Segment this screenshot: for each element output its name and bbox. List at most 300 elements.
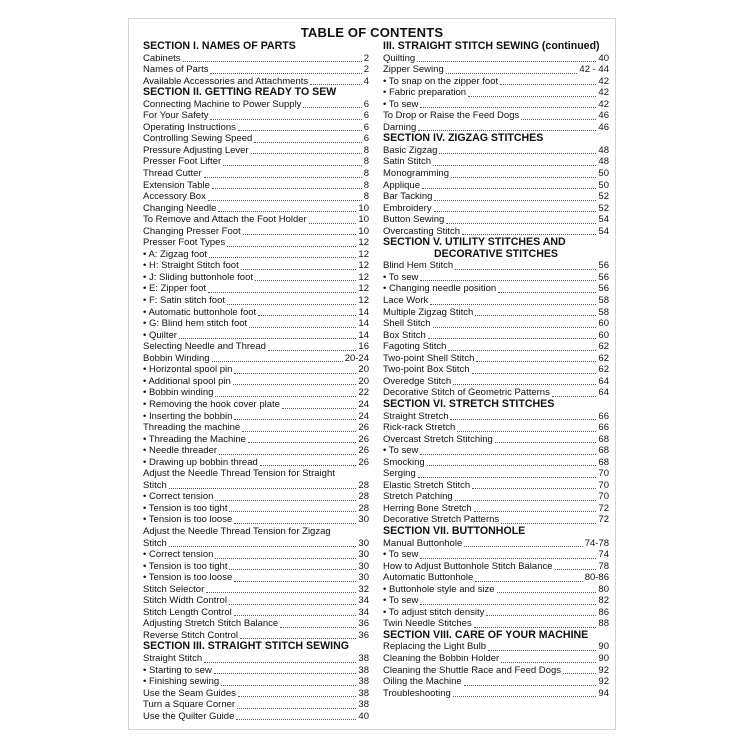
toc-entry [143,422,369,434]
toc-page-number: 26 [358,456,369,468]
toc-entry [143,145,369,157]
dot-leader [280,620,356,628]
toc-entry [143,283,369,295]
dot-leader [464,539,582,547]
toc-page [128,18,616,730]
toc-page-number: 62 [598,352,609,364]
toc-entry-label: Cleaning the Bobbin Holder [383,652,500,664]
toc-page-number: 6 [363,133,369,145]
toc-entry-label: • To sew [383,445,419,457]
toc-entry-label: • To sew [383,549,419,561]
toc-page-number: 8 [363,168,369,180]
toc-entry-label: Two-point Box Stitch [383,364,470,376]
toc-entry-label: Darning [383,121,417,133]
toc-page-number: 28 [358,491,369,503]
dot-leader [169,539,357,547]
toc-entry [143,295,369,307]
dot-leader [234,574,356,582]
dot-leader [227,239,356,247]
toc-page-number: 56 [598,260,609,272]
toc-page-number: 60 [598,329,609,341]
dot-leader [521,112,596,120]
page-title: TABLE OF CONTENTS [300,25,444,40]
toc-entry [143,699,369,711]
toc-page-number: 64 [598,387,609,399]
toc-entry-label: • Threading the Machine [143,433,246,445]
toc-entry [143,318,369,330]
toc-page-number: 78 [598,560,609,572]
dot-leader [254,135,361,143]
dot-leader [472,366,597,374]
toc-entry [143,133,369,145]
toc-page-number: 38 [358,676,369,688]
toc-entry-label: Operating Instructions [143,121,236,133]
toc-entry-label: Accessory Box [143,191,206,203]
dot-leader [420,447,596,455]
section-heading: SECTION VIII. CARE OF YOUR MACHINE [383,628,589,641]
toc-entry-label: • Removing the hook cover plate [143,398,280,410]
dot-leader [282,401,356,409]
toc-entry-label: Twin Needle Stitches [383,618,472,630]
dot-leader [420,597,596,605]
toc-entry [383,376,609,388]
dot-leader [206,585,356,593]
toc-entry [143,607,369,619]
toc-entry-label: To Drop or Raise the Feed Dogs [383,110,520,122]
toc-entry-label: Fagoting Stitch [383,341,447,353]
toc-entry [383,688,609,700]
toc-page-number: 56 [598,283,609,295]
toc-entry-label: • Bobbin winding [143,387,214,399]
dot-leader [500,77,596,85]
dot-leader [468,89,596,97]
toc-page-number: 50 [598,179,609,191]
toc-entry [143,249,369,261]
dot-leader [215,389,356,397]
dot-leader [240,631,356,639]
toc-page-number: 90 [598,641,609,653]
dot-leader [212,181,362,189]
dot-leader [430,297,596,305]
toc-entry-label: Overcasting Stitch [383,225,461,237]
toc-entry-label: Names of Parts [143,64,209,76]
dot-leader [446,216,596,224]
toc-page-number: 40 [358,710,369,722]
toc-entry [143,353,369,365]
dot-leader [237,701,356,709]
toc-page-number: 62 [598,364,609,376]
toc-page-number: 86 [598,606,609,618]
toc-page-number: 12 [358,248,369,260]
dot-leader [450,412,596,420]
toc-entry [383,607,609,619]
toc-page-number: 12 [358,295,369,307]
toc-entry-label: • H: Straight Stitch foot [143,260,239,272]
toc-entry-label: Elastic Stretch Stitch [383,479,471,491]
toc-entry [143,168,369,180]
dot-leader [552,389,597,397]
toc-page-number: 42 [598,98,609,110]
toc-entry [143,307,369,319]
toc-page-number: 16 [358,341,369,353]
toc-entry-label: Overcast Stretch Stitching [383,433,493,445]
toc-page-number: 30 [358,549,369,561]
toc-page-number: 10 [358,202,369,214]
toc-entry-label: • E: Zipper foot [143,283,206,295]
toc-entry [383,203,609,215]
dot-leader [475,308,596,316]
toc-page-number: 6 [363,98,369,110]
toc-entry [383,480,609,492]
dot-leader [457,424,596,432]
toc-entry-label: Troubleshooting [383,687,451,699]
toc-entry [143,203,369,215]
toc-entry [143,538,369,550]
toc-entry-label: • Needle threader [143,445,218,457]
dot-leader [212,354,343,362]
toc-entry-label: Lace Work [383,295,429,307]
toc-entry [383,595,609,607]
dot-leader [214,666,357,674]
dot-leader [221,678,356,686]
toc-entry-label: Blind Hem Stitch [383,260,454,272]
dot-leader [208,193,362,201]
dot-leader [433,320,597,328]
dot-leader [229,597,356,605]
toc-entry [143,618,369,630]
toc-entry [143,503,369,515]
toc-entry-label: Selecting Needle and Thread [143,341,266,353]
dot-leader [268,343,357,351]
toc-entry [383,76,609,88]
toc-entry-label: Use the Seam Guides [143,687,236,699]
toc-entry-continued: Adjust the Needle Thread Tension for Zigzag [143,525,331,537]
toc-entry [383,87,609,99]
toc-page-number: 66 [598,422,609,434]
section-heading: III. STRAIGHT STITCH SEWING (continued) [383,40,600,52]
toc-page-number: 24 [358,410,369,422]
dot-leader [236,712,356,720]
toc-page-number: 56 [598,271,609,283]
right-column [383,41,609,699]
toc-entry [143,191,369,203]
toc-page-number: 72 [598,514,609,526]
toc-entry-label: • To snap on the zipper foot [383,75,499,87]
dot-leader [251,146,362,154]
toc-entry [143,226,369,238]
dot-leader [464,678,597,686]
toc-page-number: 88 [598,618,609,630]
toc-entry [383,110,609,122]
toc-entry [383,561,609,573]
dot-leader [169,481,357,489]
toc-entry-label: • To adjust stitch density [383,606,485,618]
toc-page-number: 30 [358,514,369,526]
toc-entry [143,434,369,446]
toc-page-number: 48 [598,156,609,168]
toc-entry-label: Manual Buttonhole [383,537,463,549]
dot-leader [229,504,356,512]
toc-entry [143,99,369,111]
toc-entry-label: • To sew [383,595,419,607]
dot-leader [420,273,596,281]
toc-entry-label: • To sew [383,98,419,110]
dot-leader [227,297,356,305]
dot-leader [234,516,356,524]
toc-entry-label: Stretch Patching [383,491,453,503]
toc-entry [143,156,369,168]
toc-entry-label: Box Stitch [383,329,426,341]
toc-entry-label: Thread Cutter [143,168,202,180]
toc-page-number: 20 [358,364,369,376]
toc-page-number: 14 [358,306,369,318]
toc-entry-label: Automatic Buttonhole [383,572,474,584]
toc-entry [143,180,369,192]
left-column [143,41,369,722]
toc-entry-label: • Inserting the bobbin [143,410,233,422]
toc-entry [143,110,369,122]
toc-page-number: 64 [598,375,609,387]
toc-entry-label: Controlling Sewing Speed [143,133,253,145]
toc-page-number: 94 [598,687,609,699]
toc-page-number: 72 [598,502,609,514]
dot-leader [486,608,596,616]
toc-entry-label: Presser Foot Types [143,237,226,249]
toc-entry [143,572,369,584]
toc-entry-label: Quilting [383,52,416,64]
dot-leader [446,66,578,74]
toc-entry [383,665,609,677]
toc-entry-label: • Starting to sew [143,664,212,676]
toc-page-number: 28 [358,502,369,514]
toc-page-number: 2 [363,52,369,64]
toc-page-number: 12 [358,260,369,272]
toc-entry-label: • Correct tension [143,549,214,561]
toc-entry-label: Turn a Square Corner [143,699,236,711]
toc-entry-label: Bar Tacking [383,191,433,203]
toc-entry-label: • Additional spool pin [143,375,231,387]
toc-page-number: 8 [363,191,369,203]
toc-page-number: 14 [358,318,369,330]
toc-entry-label: • To sew [383,271,419,283]
toc-page-number: 42 [598,87,609,99]
toc-page-number: 92 [598,676,609,688]
toc-entry-label: Pressure Adjusting Lever [143,144,249,156]
toc-entry-label: Rick-rack Stretch [383,422,456,434]
dot-leader [234,412,356,420]
toc-entry [143,676,369,688]
dot-leader [210,66,361,74]
toc-page-number: 6 [363,110,369,122]
toc-entry [383,180,609,192]
dot-leader [563,666,596,674]
toc-page-number: 70 [598,468,609,480]
toc-entry [143,457,369,469]
toc-page-number: 66 [598,410,609,422]
dot-leader [234,366,356,374]
toc-page-number: 46 [598,110,609,122]
toc-entry [383,641,609,653]
dot-leader [242,424,356,432]
dot-leader [243,227,357,235]
toc-entry [383,549,609,561]
toc-page-number: 12 [358,283,369,295]
dot-leader [229,562,356,570]
toc-entry [143,665,369,677]
toc-page-number: 68 [598,456,609,468]
toc-page-number: 54 [598,225,609,237]
dot-leader [249,320,356,328]
toc-entry-label: Adjusting Stretch Stitch Balance [143,618,279,630]
toc-page-number: 46 [598,121,609,133]
toc-entry-label: Connecting Machine to Power Supply [143,98,302,110]
dot-leader [238,123,362,131]
toc-entry [143,330,369,342]
toc-entry [143,387,369,399]
toc-page-number: 24 [358,398,369,410]
toc-entry-label: Straight Stitch [143,652,203,664]
dot-leader [495,435,597,443]
toc-entry-label: • Quilter [143,329,177,341]
section-heading: SECTION VII. BUTTONHOLE [383,524,526,537]
toc-page-number: 74-78 [584,537,609,549]
toc-entry [383,364,609,376]
toc-page-number: 38 [358,687,369,699]
toc-page-number: 20-24 [344,352,369,364]
toc-page-number: 34 [358,595,369,607]
toc-page-number: 70 [598,491,609,503]
dot-leader [310,77,362,85]
dot-leader [248,435,356,443]
toc-entry [143,711,369,723]
dot-leader [418,123,596,131]
section-heading: SECTION III. STRAIGHT STITCH SEWING [143,640,349,653]
dot-leader [453,689,597,697]
toc-entry-label: For Your Safety [143,110,209,122]
toc-page-number: 92 [598,664,609,676]
toc-entry-label: Herring Bone Stretch [383,502,472,514]
toc-entry [383,53,609,65]
toc-entry [143,561,369,573]
toc-entry [383,295,609,307]
toc-page-number: 48 [598,144,609,156]
dot-leader [183,54,362,62]
dot-leader [488,643,596,651]
toc-entry-label: Threading the machine [143,422,241,434]
toc-entry-label: Zipper Sewing [383,64,444,76]
dot-leader [420,100,596,108]
toc-page-number: 12 [358,237,369,249]
toc-page-number: 26 [358,445,369,457]
toc-entry-label: Monogramming [383,168,449,180]
toc-entry-label: Button Sewing [383,214,445,226]
toc-entry-label: Oiling the Machine [383,676,462,688]
toc-entry-label: • Drawing up bobbin thread [143,456,258,468]
toc-page-number: 10 [358,214,369,226]
dot-leader [255,273,356,281]
dot-leader [234,608,357,616]
toc-entry-label: • Automatic buttonhole foot [143,306,257,318]
dot-leader [501,516,596,524]
toc-entry-label: Straight Stretch [383,410,449,422]
toc-entry [383,283,609,295]
toc-page-number: 22 [358,387,369,399]
toc-entry-label: • Fabric preparation [383,87,467,99]
toc-entry [143,214,369,226]
toc-page-number: 82 [598,595,609,607]
dot-leader [433,158,596,166]
dot-leader [439,146,596,154]
toc-entry [383,434,609,446]
dot-leader [208,285,356,293]
toc-entry [383,330,609,342]
toc-entry-label: Changing Needle [143,202,217,214]
dot-leader [204,655,356,663]
toc-entry-continued: Adjust the Needle Thread Tension for Straight [143,468,335,480]
toc-entry [383,156,609,168]
toc-entry-label: Stitch [143,479,167,491]
toc-page-number: 30 [358,560,369,572]
toc-entry [383,468,609,480]
toc-entry-label: Shell Stitch [383,318,431,330]
toc-entry-label: Applique [383,179,420,191]
toc-entry [383,422,609,434]
toc-entry-label: Reverse Stitch Control [143,629,239,641]
dot-leader [474,504,597,512]
toc-page-number: 68 [598,433,609,445]
toc-entry-label: Satin Stitch [383,156,432,168]
toc-page-number: 26 [358,422,369,434]
dot-leader [417,54,596,62]
toc-entry [383,168,609,180]
toc-entry-label: Cabinets [143,52,181,64]
toc-page-number: 32 [358,583,369,595]
dot-leader [462,227,596,235]
toc-entry-label: Available Accessories and Attachments [143,75,309,87]
toc-page-number: 36 [358,618,369,630]
dot-leader [218,204,356,212]
toc-entry [383,145,609,157]
toc-page-number: 42 [598,75,609,87]
dot-leader [420,551,596,559]
toc-page-number: 8 [363,156,369,168]
toc-entry [143,64,369,76]
toc-entry [383,572,609,584]
toc-entry-label: Replacing the Light Bulb [383,641,486,653]
toc-page-number: 38 [358,664,369,676]
toc-entry-label: Overedge Stitch [383,375,452,387]
toc-page-number: 52 [598,191,609,203]
toc-entry-label: • Buttonhole style and size [383,583,495,595]
toc-entry-label: Presser Foot Lifter [143,156,222,168]
section-heading: SECTION IV. ZIGZAG STITCHES [383,132,544,145]
toc-entry-label: Decorative Stitch of Geometric Patterns [383,387,550,399]
toc-entry [383,272,609,284]
toc-page-number: 20 [358,375,369,387]
toc-entry-label: • Finishing sewing [143,676,220,688]
toc-entry [383,191,609,203]
toc-entry [383,99,609,111]
toc-entry [143,584,369,596]
toc-page-number: 62 [598,341,609,353]
toc-entry [383,538,609,550]
toc-entry-label: Use the Quilter Guide [143,710,235,722]
toc-entry [383,445,609,457]
section-heading: SECTION I. NAMES OF PARTS [143,40,296,52]
section-heading: SECTION VI. STRETCH STITCHES [383,397,555,410]
dot-leader [475,574,582,582]
toc-entry-label: To Remove and Attach the Foot Holder [143,214,307,226]
